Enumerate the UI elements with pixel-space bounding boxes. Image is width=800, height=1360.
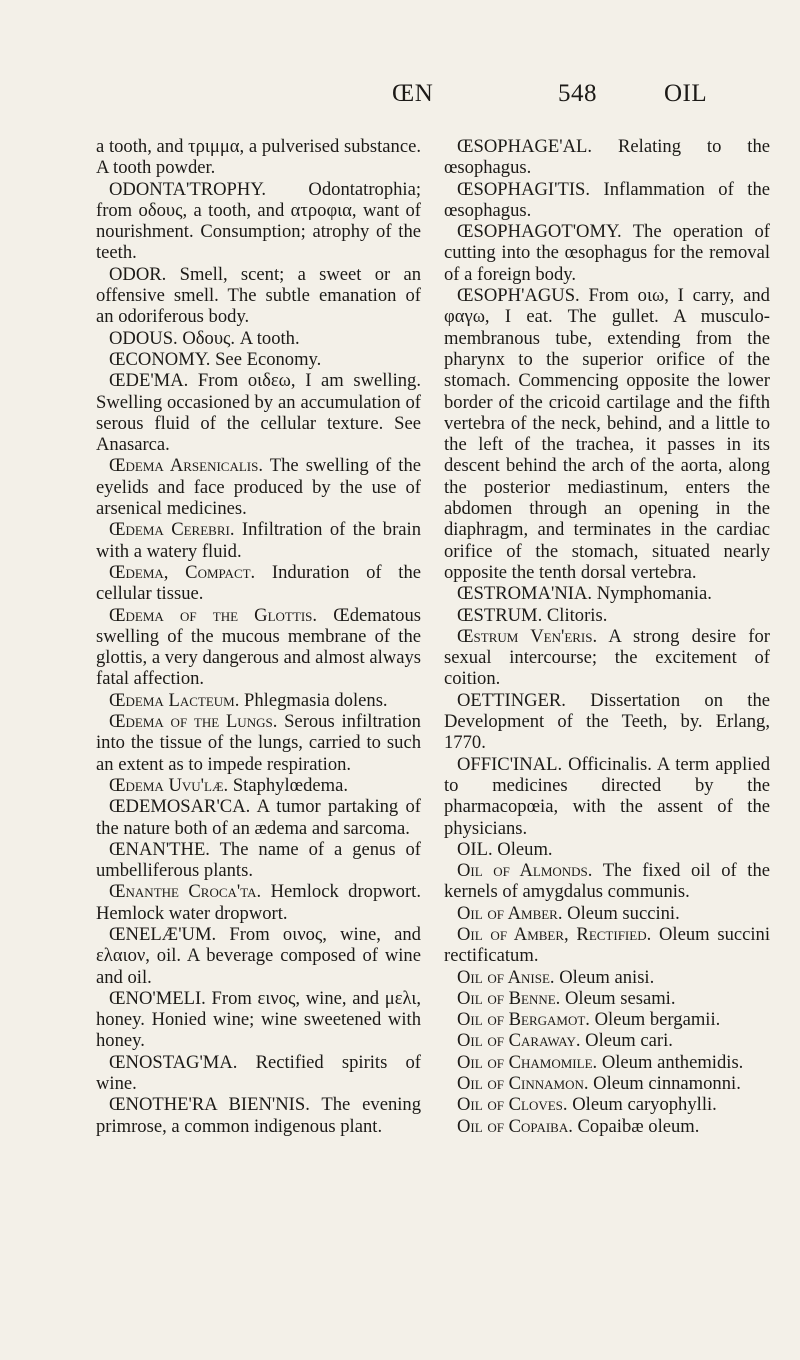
dictionary-entry [96, 796, 421, 839]
entry-headword: Œdema Lacteum. [109, 689, 240, 711]
dictionary-entry [444, 1094, 770, 1115]
entry-definition: Phlegmasia dolens. [244, 689, 388, 711]
dictionary-entry [444, 860, 770, 903]
right-column [444, 136, 770, 1137]
dictionary-entry [444, 285, 770, 583]
dictionary-entry [96, 179, 421, 264]
dictionary-entry [96, 775, 421, 796]
entry-definition: Oleum cinnamonni. [593, 1073, 741, 1095]
entry-headword: ŒSTROMA'NIA. [457, 583, 593, 605]
dictionary-entry [96, 562, 421, 605]
entry-definition: Œdematous swelling of the mucous membrane of the glottis, a very dangerous and almost always fatal affection. [96, 604, 421, 690]
entry-headword: ODOUS. [109, 327, 178, 349]
entry-headword: OFFIC'INAL. [457, 753, 563, 775]
entry-headword: Oil of Almonds. [457, 860, 593, 882]
dictionary-entry [96, 136, 421, 179]
header-guide-word-left: ŒN [392, 80, 434, 107]
entry-definition: Officinalis. A term applied to medicines directed by the pharmacopœia, with the assent of the physicians. [444, 753, 770, 839]
dictionary-entry [444, 179, 770, 222]
dictionary-entry [96, 328, 421, 349]
dictionary-entry [96, 370, 421, 455]
entry-headword: OETTINGER. [457, 689, 566, 711]
entry-definition: The swelling of the eyelids and face produced by the use of arsenical medicines. [96, 455, 421, 520]
entry-headword: ŒNAN'THE. [109, 838, 210, 860]
page-number: 548 [558, 80, 597, 107]
entry-definition: Oleum anisi. [559, 966, 655, 988]
entry-headword: ŒDE'MA. [109, 370, 189, 392]
entry-definition: Oleum succini. [567, 902, 680, 924]
entry-definition: A strong desire for sexual intercourse; the excitement of coition. [444, 625, 770, 690]
entry-definition: A tumor partaking of the nature both of an ædema and sarcoma. [96, 796, 421, 839]
dictionary-entry [444, 136, 770, 179]
entry-definition: The operation of cutting into the œsophagus for the removal of a foreign body. [444, 221, 770, 285]
entry-definition: Oleum succini rectificatum. [444, 923, 771, 967]
dictionary-entry [444, 967, 770, 988]
entry-headword: ŒNOTHE'RA BIEN'NIS. [109, 1094, 310, 1116]
dictionary-entry [444, 1116, 770, 1137]
dictionary-entry [96, 711, 421, 775]
entry-definition: Serous infiltration into the tissue of the lungs, carried to such an extent as to impede respiration. [96, 711, 421, 775]
dictionary-entry [96, 1052, 421, 1095]
entry-headword: ŒNO'MELI. [109, 987, 206, 1009]
entry-headword: ODONTA'TROPHY. [109, 178, 266, 200]
dictionary-entry [444, 903, 770, 924]
dictionary-entry [444, 1009, 770, 1030]
entry-headword: Oil of Cinnamon. [457, 1073, 589, 1095]
entry-headword: Oil of Amber, Rectified. [457, 923, 652, 945]
entry-definition: Nymphomania. [596, 583, 712, 605]
entry-definition: Clitoris. [546, 604, 608, 626]
entry-headword: Œdema Cerebri. [109, 519, 235, 541]
entry-headword: ODOR. [109, 263, 167, 285]
entry-headword: Oil of Cloves. [457, 1094, 568, 1116]
entry-headword: ŒNELÆ'UM. [109, 923, 217, 945]
entry-definition: The name of a genus of umbelliferous plants. [96, 838, 421, 882]
entry-headword: ŒCONOMY. [109, 348, 211, 370]
dictionary-entry [444, 1052, 770, 1073]
entry-definition: Inflammation of the œsophagus. [444, 178, 770, 221]
dictionary-entry [444, 924, 770, 967]
dictionary-entry [96, 988, 421, 1052]
dictionary-entry [444, 605, 770, 626]
entry-definition: Oleum. [497, 838, 553, 860]
entry-definition: From οιω, I carry, and φαγω, I eat. The gullet. A musculo-membranous tube, extending from the pharynx to the superior orifice of the stomach. Commencing opposite the lower border of the cricoid cartilage and the fifth vertebra of the neck, behind, and a little to the left of the trachea, it passes in its descent behind the arch of the aorta, along the posterior mediastinum, enters the abdomen through an opening in the diaphragm, and terminates in the cardiac orifice of the stomach, situated nearly opposite the tenth dorsal vertebra. [444, 285, 770, 583]
entry-definition: Induration of the cellular tissue. [96, 561, 421, 605]
entry-definition: Oleum cari. [585, 1030, 673, 1052]
header-guide-word-right: OIL [664, 80, 708, 107]
dictionary-entry [444, 221, 770, 285]
entry-definition: From οινος, wine, and ελαιον, oil. A beverage composed of wine and oil. [96, 923, 421, 988]
dictionary-entry [444, 1073, 770, 1094]
entry-definition: Smell, scent; a sweet or an offensive smell. The subtle emanation of an odoriferous body. [96, 263, 421, 328]
dictionary-entry [444, 754, 770, 839]
dictionary-entry [96, 519, 421, 562]
entry-headword: ŒNOSTAG'MA. [109, 1051, 238, 1073]
entry-headword: Œdema, Compact. [109, 561, 256, 583]
entry-headword: Oil of Amber. [457, 902, 563, 924]
entry-headword: ŒSOPHAGOT'OMY. [457, 221, 622, 243]
entry-headword: ŒDEMOSAR'CA. [109, 796, 251, 818]
running-header [0, 80, 800, 120]
entry-definition: Hemlock dropwort. Hemlock water dropwort. [96, 881, 421, 924]
dictionary-entry [444, 626, 770, 690]
dictionary-entry [96, 605, 421, 690]
entry-headword: ŒSOPHAGI'TIS. [457, 178, 591, 200]
dictionary-entry [96, 1094, 421, 1137]
entry-headword: ŒSOPH'AGUS. [457, 285, 580, 307]
entry-definition: The evening primrose, a common indigenous plant. [96, 1094, 421, 1137]
entry-definition: From οιδεω, I am swelling. Swelling occasioned by an accumulation of serous fluid of the cellular texture. See Anasarca. [96, 370, 421, 456]
entry-headword: Oil of Benne. [457, 987, 561, 1009]
entry-definition: Oleum bergamii. [594, 1009, 721, 1031]
entry-definition: Rectified spirits of wine. [96, 1051, 421, 1095]
entry-headword: Œstrum Ven'eris. [457, 625, 598, 647]
dictionary-entry [444, 988, 770, 1009]
entry-headword: Oil of Anise. [457, 966, 555, 988]
entry-definition: a tooth, and τριμμα, a pulverised substance. A tooth powder. [96, 136, 421, 179]
entry-definition: Relating to the œsophagus. [444, 136, 770, 179]
entry-headword: Oil of Caraway. [457, 1030, 581, 1052]
entry-headword: Oil of Chamomile. [457, 1051, 598, 1073]
entry-headword: Œdema Uvu'læ. [109, 774, 229, 796]
entry-headword: ŒSTRUM. [457, 604, 543, 626]
entry-headword: Œnanthe Croca'ta. [109, 881, 262, 903]
dictionary-entry [96, 264, 421, 328]
left-column [96, 136, 421, 1137]
dictionary-entry [96, 690, 421, 711]
entry-definition: Staphylœdema. [232, 774, 348, 796]
dictionary-entry [96, 881, 421, 924]
entry-definition: The fixed oil of the kernels of amygdalus communis. [444, 860, 771, 903]
entry-definition: Copaibæ oleum. [577, 1115, 700, 1137]
entry-headword: Oil of Copaiba. [457, 1115, 573, 1137]
entry-definition: Odontatrophia; from οδους, a tooth, and ατροφια, want of nourishment. Consumption; atrophy of the teeth. [96, 178, 421, 264]
dictionary-entry [444, 583, 770, 604]
dictionary-entry [96, 455, 421, 519]
entry-definition: From εινος, wine, and μελι, honey. Honied wine; wine sweetened with honey. [96, 987, 421, 1052]
entry-headword: Œdema Arsenicalis. [109, 455, 264, 477]
entry-headword: OIL. [457, 838, 493, 860]
entry-definition: Oleum anthemidis. [601, 1051, 744, 1073]
entry-definition: Οδους. A tooth. [182, 327, 300, 349]
entry-definition: Infiltration of the brain with a watery fluid. [96, 519, 421, 562]
entry-definition: See Economy. [215, 348, 322, 370]
dictionary-entry [444, 1030, 770, 1051]
entry-headword: Œdema of the Lungs. [109, 711, 278, 733]
entry-headword: Oil of Bergamot. [457, 1009, 590, 1031]
dictionary-entry [444, 690, 770, 754]
dictionary-entry [96, 924, 421, 988]
dictionary-entry [96, 349, 421, 370]
dictionary-entry [96, 839, 421, 882]
entry-definition: Dissertation on the Development of the Teeth, by. Erlang, 1770. [444, 689, 770, 754]
entry-definition: Oleum sesami. [564, 987, 676, 1009]
entry-headword: Œdema of the Glottis. [109, 604, 318, 626]
entry-headword: ŒSOPHAGE'AL. [457, 136, 593, 157]
entry-definition: Oleum caryophylli. [572, 1094, 717, 1116]
dictionary-entry [444, 839, 770, 860]
